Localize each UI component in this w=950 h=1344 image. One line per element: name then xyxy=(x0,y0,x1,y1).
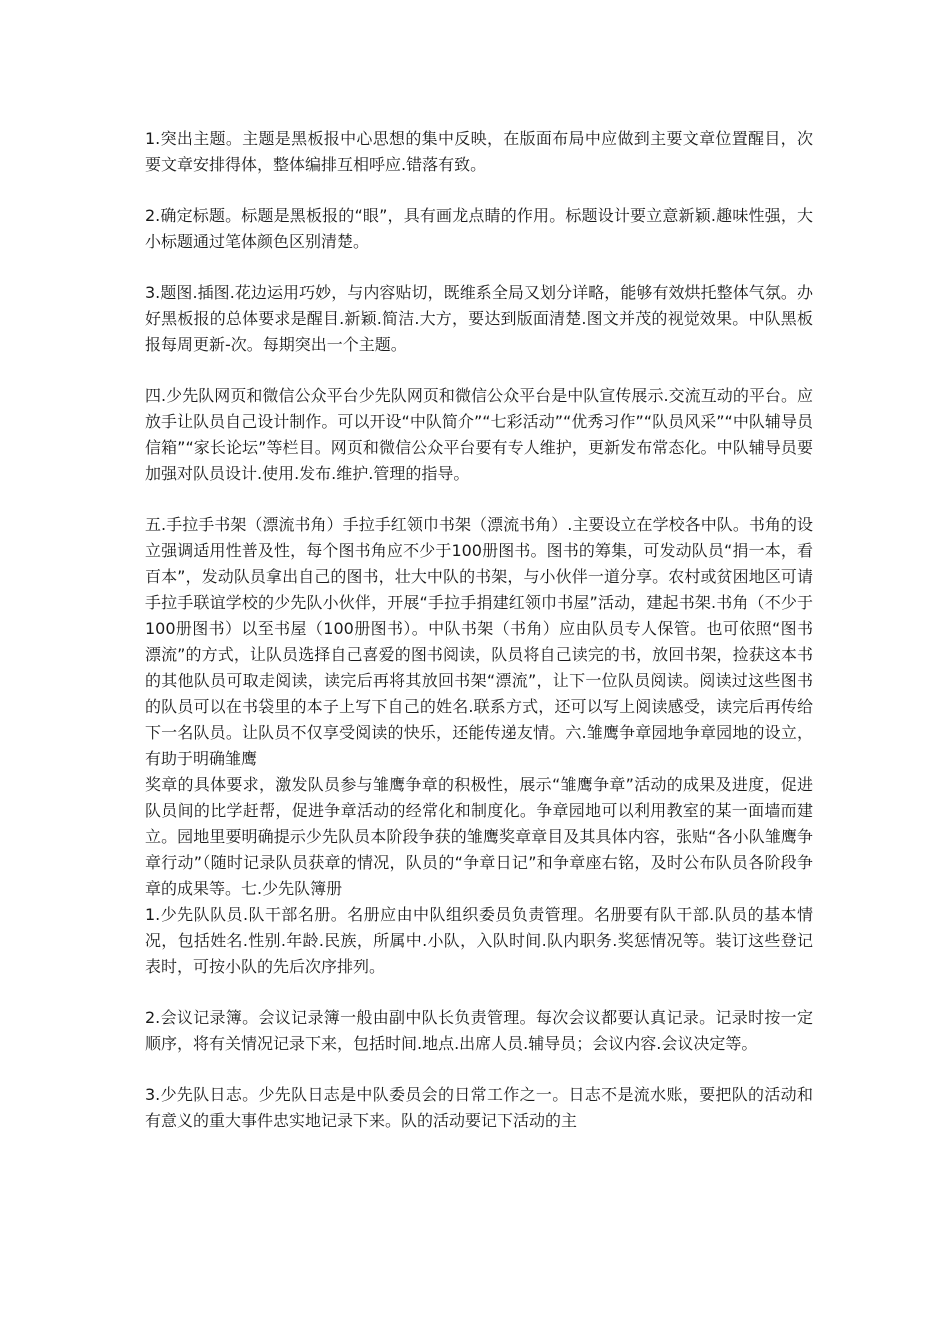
paragraph-gap xyxy=(145,178,813,203)
paragraph-gap xyxy=(145,358,813,383)
paragraph-gap xyxy=(145,1057,813,1082)
paragraph-gap xyxy=(145,255,813,280)
paragraph-highlight-theme: 1.突出主题。主题是黑板报中心思想的集中反映，在版面布局中应做到主要文章位置醒目，次要文章安排得体，整体编排互相呼应.错落有致。 xyxy=(145,129,813,174)
paragraph-webpage-wechat: 四.少先队网页和微信公众平台少先队网页和微信公众平台是中队宣传展示.交流互动的平台。应放手让队员自己设计制作。可以开设“中队简介”“七彩活动”“优秀习作”“队员风采”“中队辅导员信箱”“家长论坛”等栏目。网页和微信公众平台要有专人维护，更新发布常态化。中队辅导员要加强对队员设计.使用.发布.维护.管理的指导。 xyxy=(145,386,813,483)
paragraph-bookshelf: 五.手拉手书架（漂流书角）手拉手红领巾书架（漂流书角）.主要设立在学校各中队。书角的设立强调适用性普及性，每个图书角应不少于100册图书。图书的筹集，可发动队员“捐一本，看百本”，发动队员拿出自己的图书，壮大中队的书架，与小伙伴一道分享。农村或贫困地区可请手拉手联谊学校的少先队小伙伴，开展“手拉手捐建红领巾书屋”活动，建起书架.书角（不少于100册图书）以至书屋（100册图书）。中队书架（书角）应由队员专人保管。也可依照“图书漂流”的方式，让队员选择自己喜爱的图书阅读，队员将自己读完的书，放回书架，捡获这本书的其他队员可取走阅读，读完后再将其放回书架“漂流”，让下一位队员阅读。阅读过这些图书的队员可以在书袋里的本子上写下自己的姓名.联系方式，还可以写上阅读感受，读完后再传给下一名队员。让队员不仅享受阅读的快乐，还能传递友情。六.雏鹰争章园地争章园地的设立，有助于明确雏鹰 xyxy=(145,515,813,768)
paragraph-gap xyxy=(145,980,813,1005)
paragraph-meeting-records: 2.会议记录簿。会议记录簿一般由副中队长负责管理。每次会议都要认真记录。记录时按一定顺序，将有关情况记录下来，包括时间.地点.出席人员.辅导员；会议内容.会议决定等。 xyxy=(145,1008,813,1053)
paragraph-gap xyxy=(145,487,813,512)
paragraph-illustrations: 3.题图.插图.花边运用巧妙，与内容贴切，既维系全局又划分详略，能够有效烘托整体气氛。办好黑板报的总体要求是醒目.新颖.简洁.大方，要达到版面清楚.图文并茂的视觉效果。中队黑板报每周更新-次。每期突出一个主题。 xyxy=(145,283,813,354)
paragraph-team-log: 3.少先队日志。少先队日志是中队委员会的日常工作之一。日志不是流水账，要把队的活动和有意义的重大事件忠实地记录下来。队的活动要记下活动的主 xyxy=(145,1085,813,1130)
paragraph-badge-garden: 奖章的具体要求，激发队员参与雏鹰争章的积极性，展示“雏鹰争章”活动的成果及进度，促进队员间的比学赶帮，促进争章活动的经常化和制度化。争章园地可以利用教室的某一面墙而建立。园地里要明确提示少先队员本阶段争获的雏鹰奖章章目及其具体内容，张贴“各小队雏鹰争章行动”（随时记录队员获章的情况，队员的“争章日记”和争章座右铭，及时公布队员各阶段争章的成果等。七.少先队簿册 xyxy=(145,775,813,898)
paragraph-determine-title: 2.确定标题。标题是黑板报的“眼”，具有画龙点睛的作用。标题设计要立意新颖.趣味性强，大小标题通过笔体颜色区别清楚。 xyxy=(145,206,813,251)
paragraph-member-roster: 1.少先队队员.队干部名册。名册应由中队组织委员负责管理。名册要有队干部.队员的基本情况，包括姓名.性别.年龄.民族，所属中.小队，入队时间.队内职务.奖惩情况等。装订这些登记表时，可按小队的先后次序排列。 xyxy=(145,905,813,976)
document-page xyxy=(145,126,813,1134)
